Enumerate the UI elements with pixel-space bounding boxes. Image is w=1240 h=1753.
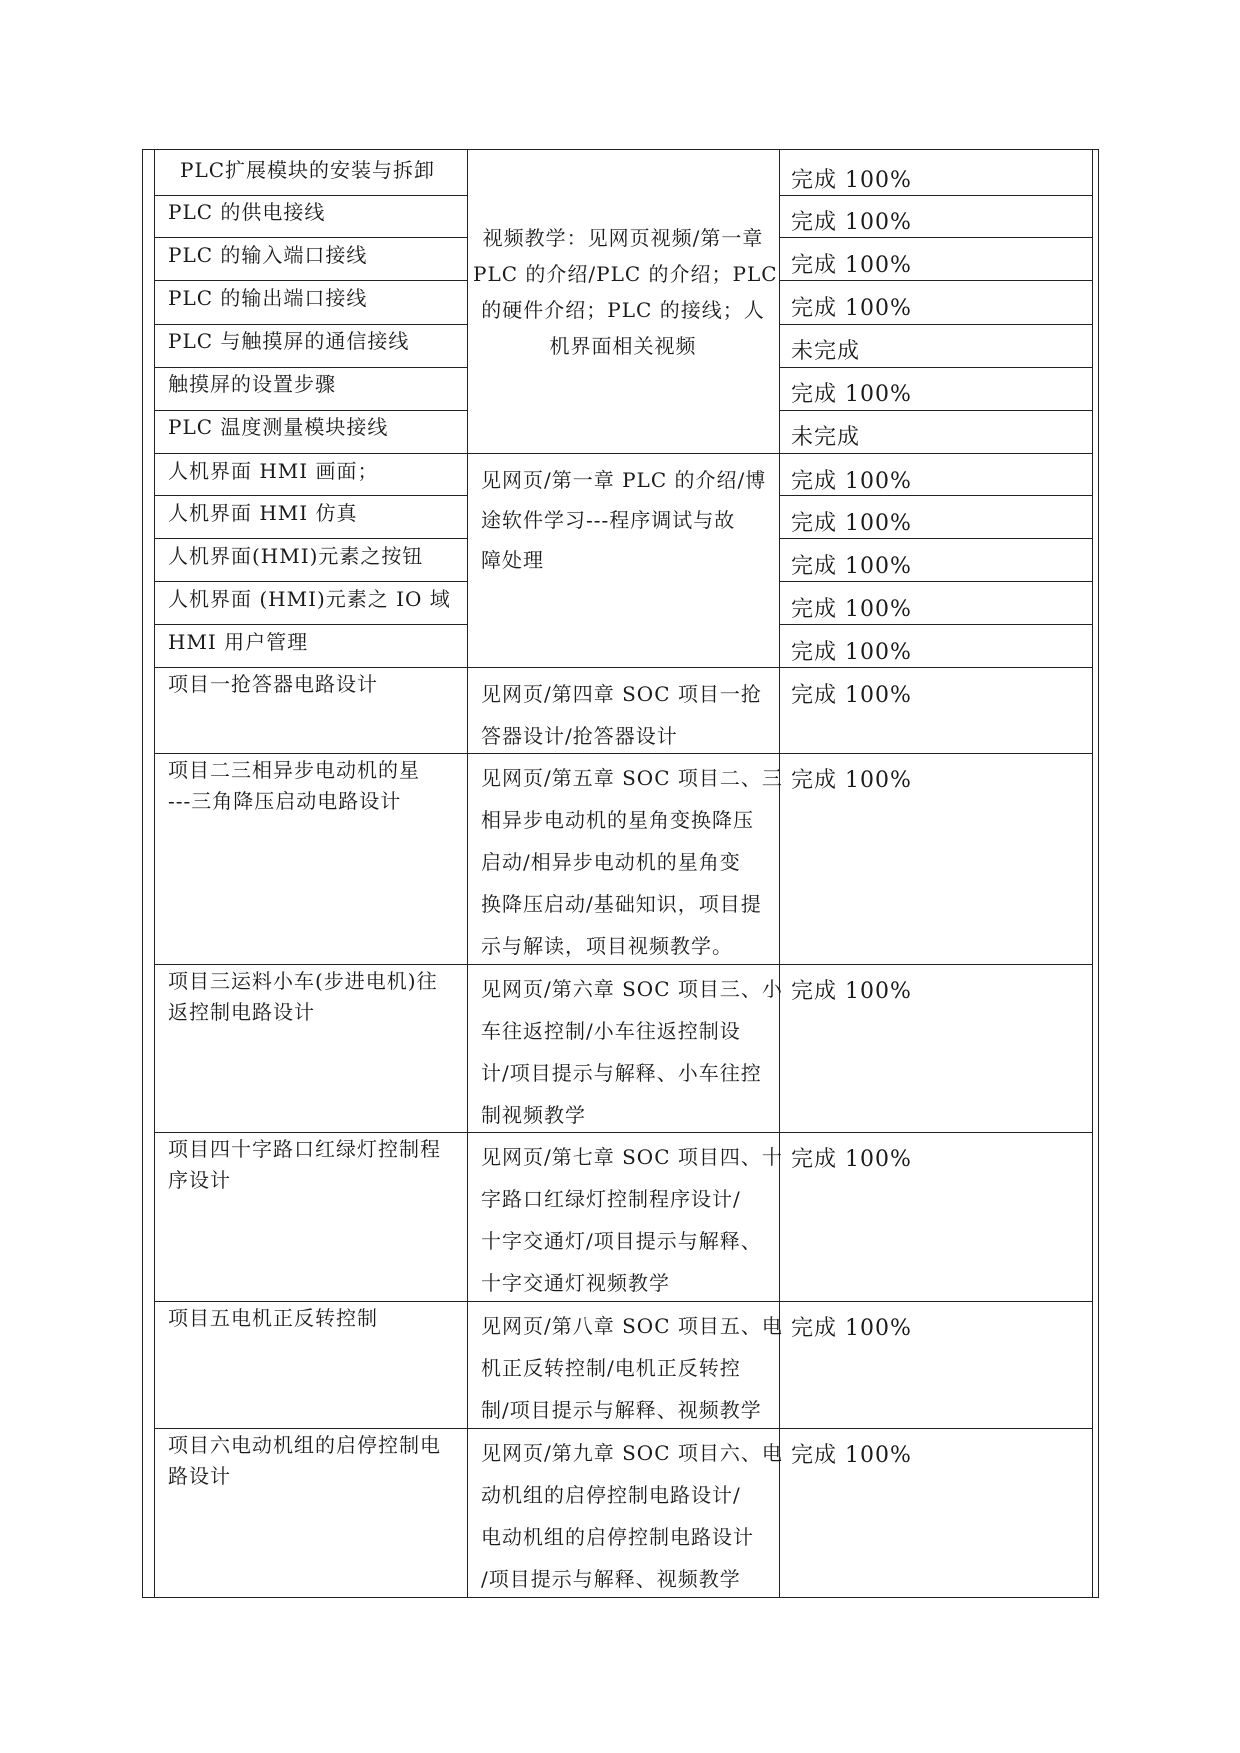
column-divider-1 (467, 149, 468, 1598)
table-top-line (142, 149, 1099, 150)
resource-line: 的硬件介绍；PLC 的接线；人 (481, 298, 765, 322)
row-divider-p5 (154, 1428, 1093, 1429)
status-text: 完成 100% (791, 168, 912, 193)
resource-line: 电动机组的启停控制电路设计 (481, 1525, 754, 1549)
resource-line: 视频教学：见网页视频/第一章 (482, 226, 764, 250)
status-text: 完成 100% (791, 382, 912, 407)
project-name: 项目三运料小车(步进电机)往 (168, 969, 438, 993)
project-name: 返控制电路设计 (168, 1000, 315, 1024)
status-text: 完成 100% (791, 1147, 912, 1172)
resource-line: PLC 的介绍/PLC 的介绍；PLC (473, 262, 778, 286)
resource-line: 见网页/第七章 SOC 项目四、十 (481, 1145, 783, 1169)
row-line (779, 410, 1092, 411)
status-text: 完成 100% (791, 469, 912, 494)
resource-line: 车往返控制/小车往返控制设 (481, 1019, 741, 1043)
status-text: 未完成 (791, 425, 861, 450)
project-name: 项目二三相异步电动机的星 (168, 758, 420, 782)
row-line (154, 624, 467, 625)
row-line (154, 410, 467, 411)
resource-line: 十字交通灯/项目提示与解释、 (481, 1229, 762, 1253)
status-text: 完成 100% (791, 683, 912, 708)
project-name: 项目五电机正反转控制 (168, 1306, 378, 1330)
item-name: PLC 与触摸屏的通信接线 (168, 329, 410, 353)
resource-line: 见网页/第八章 SOC 项目五、电 (481, 1314, 783, 1338)
row-line (779, 324, 1092, 325)
status-text: 完成 100% (791, 253, 912, 278)
resource-line: 示与解读，项目视频教学。 (481, 934, 733, 958)
resource-line: 动机组的启停控制电路设计/ (481, 1483, 741, 1507)
item-name: HMI 用户管理 (168, 630, 309, 654)
item-name: PLC 的供电接线 (168, 200, 326, 224)
status-text: 完成 100% (791, 1443, 912, 1468)
item-name: PLC扩展模块的安装与拆卸 (180, 158, 436, 182)
row-line (779, 195, 1092, 196)
row-line (154, 280, 467, 281)
item-name: 人机界面(HMI)元素之按钮 (168, 544, 424, 568)
table-bottom-line (142, 1597, 1099, 1598)
project-name: 项目一抢答器电路设计 (168, 672, 378, 696)
resource-line: 途软件学习---程序调试与故 (481, 508, 736, 532)
row-line (779, 237, 1092, 238)
row-line (779, 581, 1092, 582)
item-name: PLC 的输入端口接线 (168, 243, 368, 267)
row-line (154, 324, 467, 325)
resource-line: 字路口红绿灯控制程序设计/ (481, 1187, 741, 1211)
status-text: 完成 100% (791, 511, 912, 536)
outer-frame-right (1098, 149, 1099, 1598)
group-divider-a (154, 453, 1093, 454)
table-border-right (1092, 149, 1093, 1598)
resource-line: 计/项目提示与解释、小车往控 (481, 1061, 762, 1085)
project-name: 序设计 (168, 1168, 231, 1192)
status-text: 完成 100% (791, 979, 912, 1004)
outer-frame-left (142, 149, 143, 1598)
resource-line: 启动/相异步电动机的星角变 (481, 850, 741, 874)
resource-line: 见网页/第六章 SOC 项目三、小 (481, 977, 783, 1001)
project-name: ---三角降压启动电路设计 (168, 789, 402, 813)
row-divider-p2 (154, 964, 1093, 965)
item-name: PLC 的输出端口接线 (168, 286, 368, 310)
resource-line: 机正反转控制/电机正反转控 (481, 1356, 741, 1380)
project-name: 项目四十字路口红绿灯控制程 (168, 1137, 441, 1161)
item-name: PLC 温度测量模块接线 (168, 415, 389, 439)
status-text: 完成 100% (791, 768, 912, 793)
resource-line: 答器设计/抢答器设计 (481, 724, 678, 748)
resource-line: 障处理 (481, 548, 544, 572)
resource-line: /项目提示与解释、视频教学 (481, 1567, 741, 1591)
item-name: 人机界面 HMI 画面； (168, 459, 379, 483)
resource-line: 见网页/第一章 PLC 的介绍/博 (481, 468, 767, 492)
status-text: 完成 100% (791, 296, 912, 321)
status-text: 未完成 (791, 339, 861, 364)
row-line (779, 280, 1092, 281)
resource-line: 换降压启动/基础知识，项目提 (481, 892, 762, 916)
row-line (779, 367, 1092, 368)
row-line (154, 495, 467, 496)
status-text: 完成 100% (791, 554, 912, 579)
resource-line: 见网页/第五章 SOC 项目二、三 (481, 766, 783, 790)
status-text: 完成 100% (791, 640, 912, 665)
row-divider-p4 (154, 1301, 1093, 1302)
row-line (779, 495, 1092, 496)
resource-line: 机界面相关视频 (549, 334, 697, 358)
resource-line: 制视频教学 (481, 1103, 586, 1127)
status-text: 完成 100% (791, 597, 912, 622)
row-line (154, 237, 467, 238)
row-line (154, 195, 467, 196)
resource-line: 十字交通灯视频教学 (481, 1271, 670, 1295)
row-line (154, 367, 467, 368)
resource-line: 制/项目提示与解释、视频教学 (481, 1398, 762, 1422)
row-line (779, 624, 1092, 625)
resource-line: 见网页/第九章 SOC 项目六、电 (481, 1441, 783, 1465)
row-line (154, 581, 467, 582)
resource-line: 见网页/第四章 SOC 项目一抢 (481, 682, 762, 706)
resource-line: 相异步电动机的星角变换降压 (481, 808, 754, 832)
item-name: 人机界面 HMI 仿真 (168, 501, 358, 525)
status-text: 完成 100% (791, 1316, 912, 1341)
project-name: 路设计 (168, 1464, 231, 1488)
status-text: 完成 100% (791, 210, 912, 235)
group-divider-b (154, 667, 1093, 668)
row-line (154, 538, 467, 539)
row-divider-p3 (154, 1132, 1093, 1133)
row-line (779, 538, 1092, 539)
item-name: 人机界面 (HMI)元素之 IO 域 (168, 587, 451, 611)
project-name: 项目六电动机组的启停控制电 (168, 1433, 441, 1457)
item-name: 触摸屏的设置步骤 (168, 372, 336, 396)
